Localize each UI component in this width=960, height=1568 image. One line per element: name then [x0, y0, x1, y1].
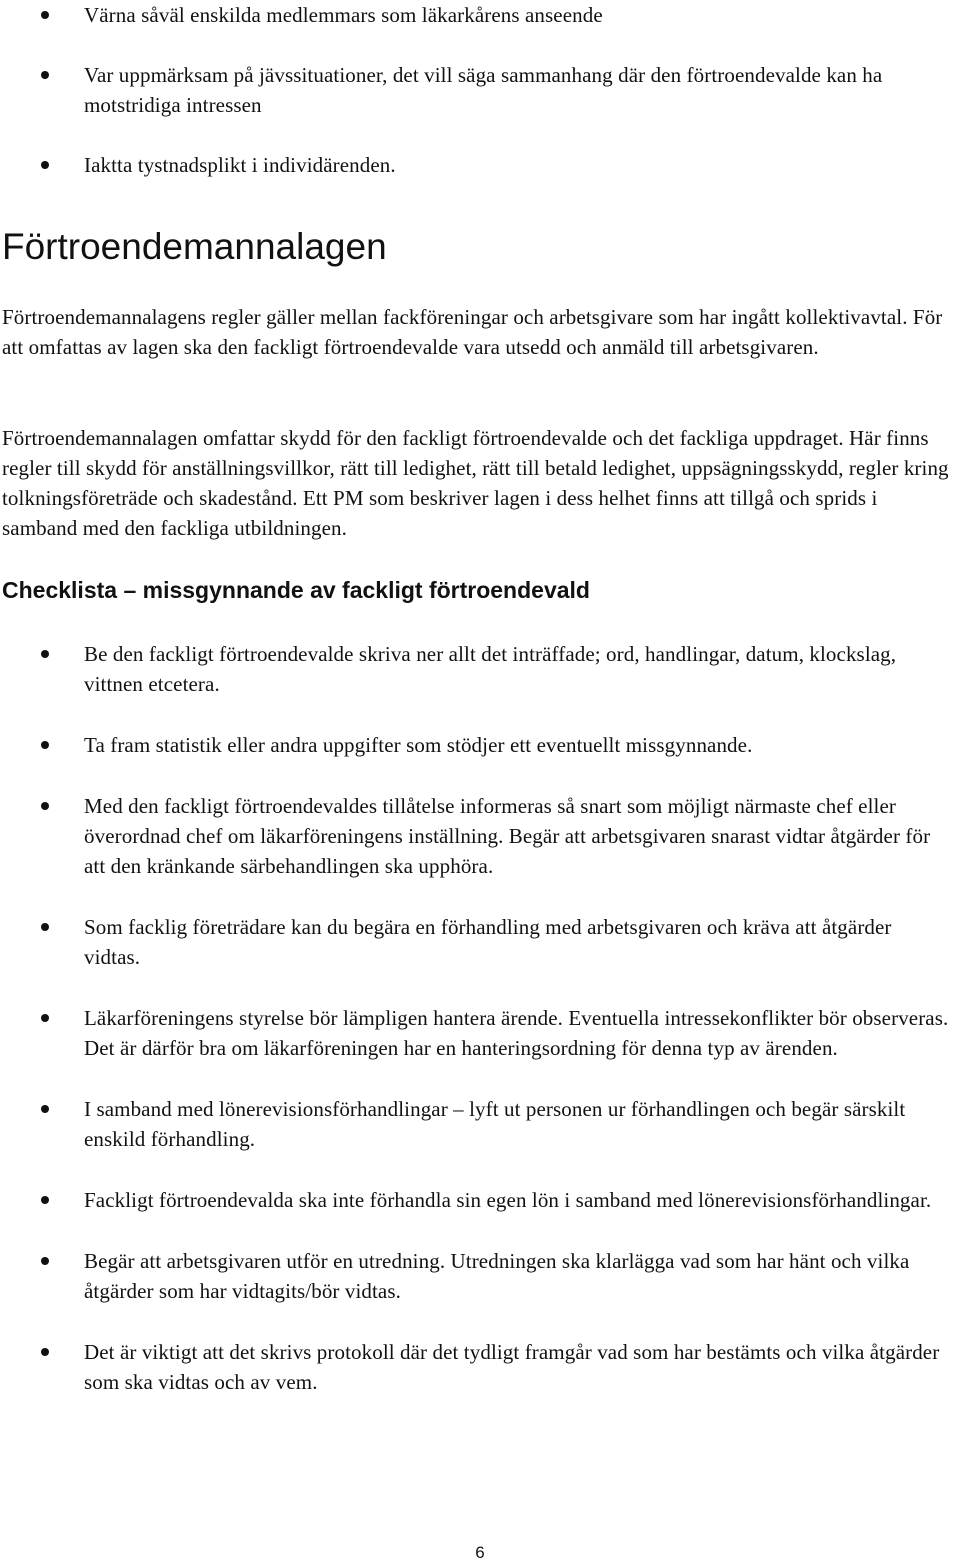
paragraph: Förtroendemannalagens regler gäller mellan fackföreningar och arbetsgivare som har ingått kollektivavtal. För att omfattas av lagen ska den fackligt förtroendevalde vara utsedd och anmäld till arbetsgivaren. — [2, 305, 943, 359]
bullet-icon — [41, 650, 49, 658]
list-item — [0, 60, 950, 120]
checklist-item — [0, 1246, 950, 1306]
bullet-icon — [41, 161, 49, 169]
checklist-item-text: Be den fackligt förtroendevalde skriva ner allt det inträffade; ord, handlingar, datum, klockslag, vittnen etcetera. — [84, 642, 897, 696]
checklist-item-text: I samband med lönerevisionsförhandlingar – lyft ut personen ur förhandlingen och begär särskilt enskild förhandling. — [84, 1097, 906, 1151]
bullet-icon — [41, 802, 49, 810]
bullet-icon — [41, 923, 49, 931]
paragraph: Förtroendemannalagen omfattar skydd för den fackligt förtroendevalde och det fackliga uppdraget. Här finns regler till skydd för anställningsvillkor, rätt till ledighet, rätt till betald ledighet, uppsägningsskydd, regler kring tolkningsföreträde och skadestånd. Ett PM som beskriver lagen i dess helhet finns att tillgå och sprids i samband med den fackliga utbildningen. — [2, 426, 949, 540]
list-item-text: Iaktta tystnadsplikt i individärenden. — [84, 153, 396, 177]
checklist-item-text: Det är viktigt att det skrivs protokoll där det tydligt framgår vad som har bestämts och vilka åtgärder som ska vidtas och av vem. — [84, 1340, 940, 1394]
checklist-item — [0, 1094, 950, 1154]
checklist-item-text: Ta fram statistik eller andra uppgifter som stödjer ett eventuellt missgynnande. — [84, 733, 753, 757]
checklist-item-text: Som facklig företrädare kan du begära en förhandling med arbetsgivaren och kräva att åtgärder vidtas. — [84, 915, 892, 969]
page-number: 6 — [475, 1543, 485, 1562]
list-item-text: Värna såväl enskilda medlemmars som läkarkårens anseende — [84, 3, 603, 27]
section-heading-checklista: Checklista – missgynnande av fackligt förtroendevald — [2, 577, 590, 603]
section-heading-fortroendemannalagen: Förtroendemannalagen — [2, 226, 387, 267]
checklist-item-text: Begär att arbetsgivaren utför en utredning. Utredningen ska klarlägga vad som har hänt och vilka åtgärder som har vidtagits/bör vidtas. — [84, 1249, 910, 1303]
checklist-item-text: Fackligt förtroendevalda ska inte förhandla sin egen lön i samband med lönerevisionsförhandlingar. — [84, 1188, 932, 1212]
bullet-icon — [41, 1348, 49, 1356]
checklist — [0, 639, 950, 1397]
list-item-text: Var uppmärksam på jävssituationer, det vill säga sammanhang där den förtroendevalde kan ha motstridiga intressen — [84, 63, 883, 117]
top-bullet-list — [0, 0, 950, 180]
bullet-icon — [41, 71, 49, 79]
list-item — [0, 0, 950, 30]
bullet-icon — [41, 1257, 49, 1265]
bullet-icon — [41, 1196, 49, 1204]
checklist-item — [0, 730, 950, 760]
checklist-item — [0, 791, 950, 881]
bullet-icon — [41, 1105, 49, 1113]
checklist-item — [0, 639, 950, 699]
bullet-icon — [41, 11, 49, 19]
checklist-item — [0, 1337, 950, 1397]
checklist-item — [0, 1185, 950, 1215]
list-item — [0, 150, 950, 180]
checklist-item-text: Med den fackligt förtroendevaldes tillåtelse informeras så snart som möjligt närmaste chef eller överordnad chef om läkarföreningens inställning. Begär att arbetsgivaren snarast vidtar åtgärder för att den kränkande särbehandlingen ska upphöra. — [84, 794, 931, 878]
bullet-icon — [41, 1014, 49, 1022]
checklist-item-text: Läkarföreningens styrelse bör lämpligen hantera ärende. Eventuella intressekonflikter bör observeras. Det är därför bra om läkarföreningen har en hanteringsordning för denna typ av ärenden. — [84, 1006, 949, 1060]
checklist-item — [0, 912, 950, 972]
checklist-item — [0, 1003, 950, 1063]
bullet-icon — [41, 741, 49, 749]
